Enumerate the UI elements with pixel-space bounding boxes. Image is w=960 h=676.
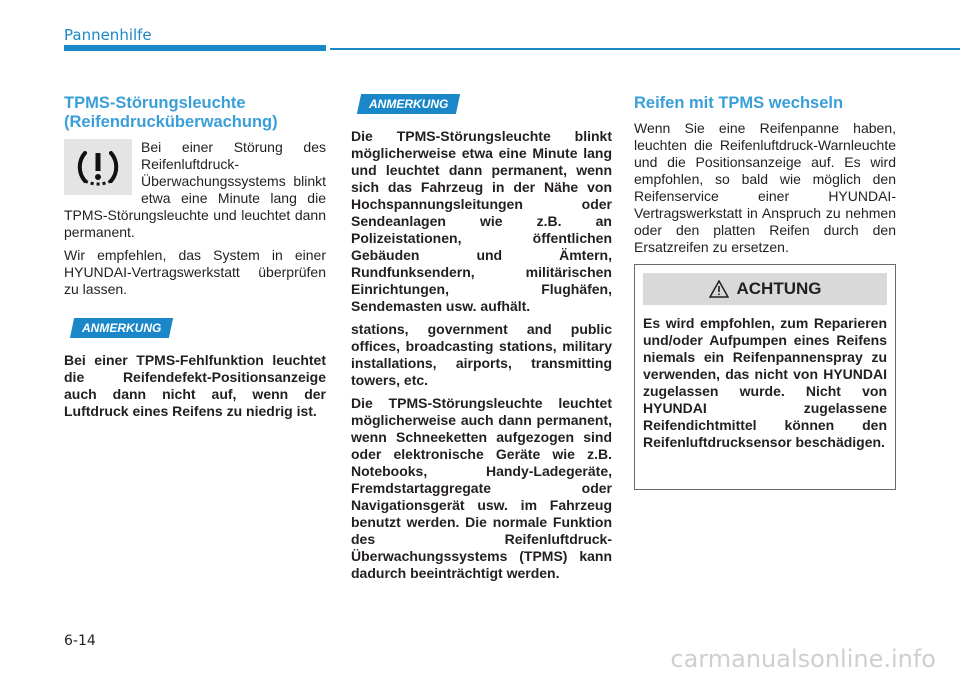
header-rule-thin <box>330 48 960 50</box>
caution-header <box>643 273 887 305</box>
column-left <box>64 94 326 426</box>
tpms-paragraph-2: Wir empfehlen, das System in einer HYUNDAI-Vertragswerkstatt überprüfen zu lassen. <box>64 247 326 297</box>
header-rule-thick <box>64 45 326 51</box>
column-middle <box>351 94 612 588</box>
note-paragraph-1: Die TPMS-Störungsleuchte blinkt möglicherweise etwa eine Minute lang und leuchtet dann permanent, wenn sich das Fahrzeug in der Nähe von Hochspannungsleitungen oder Sendeanlagen wie z.B. an Polizeistationen, öffentlichen Gebäuden und Ämtern, Rundfunksendern, militärischen Einrichtungen, Flughäfen, Sendemasten usw. aufhält. <box>351 128 612 314</box>
tpms-paragraph-1: Bei einer Störung des Reifenluftdruck-Überwachungssystems blinkt etwa eine Minute lang die TPMS-Störungsleuchte und leuchtet dann permanent. <box>64 139 326 240</box>
tire-change-heading: Reifen mit TPMS wechseln <box>634 94 844 112</box>
note-badge: ANMERKUNG <box>70 318 174 338</box>
note-badge: ANMERKUNG <box>357 94 461 114</box>
tpms-heading: TPMS-Störungsleuchte (Reifendrucküberwachung) <box>64 94 278 131</box>
column-right <box>634 94 896 490</box>
page-number: 6-14 <box>64 633 96 649</box>
note-paragraph-2: stations, government and public offices, broadcasting stations, military installations, airports, transmitting towers, etc. <box>351 321 612 388</box>
note-paragraph-3: Die TPMS-Störungsleuchte leuchtet möglicherweise auch dann permanent, wenn Schneeketten aufgezogen sind oder elektronische Geräte wie z.B. Notebooks, Handy-Ladegeräte, Fremdstartaggregate oder Navigationsgerät usw. im Fahrzeug benutzt werden. Die normale Funktion des Reifenluftdruck-Überwachungssystems (TPMS) kann dadurch beeinträchtigt werden. <box>351 395 612 581</box>
note-text: Bei einer TPMS-Fehlfunktion leuchtet die Reifendefekt-Positionsanzeige auch dann nicht auf, wenn der Luftdruck eines Reifens zu niedrig ist. <box>64 352 326 419</box>
caution-title: ACHTUNG <box>736 279 822 298</box>
section-title: Pannenhilfe <box>64 26 152 44</box>
caution-box <box>634 264 896 490</box>
watermark: carmanualsonline.info <box>670 645 936 673</box>
tpms-warning-icon <box>64 139 132 195</box>
warning-triangle-icon <box>709 280 729 298</box>
tire-change-paragraph: Wenn Sie eine Reifenpanne haben, leuchten die Reifenluftdruck-Warnleuchte und die Positionsanzeige auf. Es wird empfohlen, so bald wie möglich den Reifenservice einer HYUNDAI-Vertragswerkstatt in Anspruch zu nehmen oder den platten Reifen durch den Ersatzreifen zu ersetzen. <box>634 120 896 255</box>
caution-text: Es wird empfohlen, zum Reparieren und/oder Aufpumpen eines Reifens niemals ein Reifenpannenspray zu verwenden, das nicht von HYUNDAI zugelassen wurde. Nicht von HYUNDAI zugelassene Reifendichtmittel können den Reifenluftdrucksensor beschädigen. <box>643 315 887 450</box>
